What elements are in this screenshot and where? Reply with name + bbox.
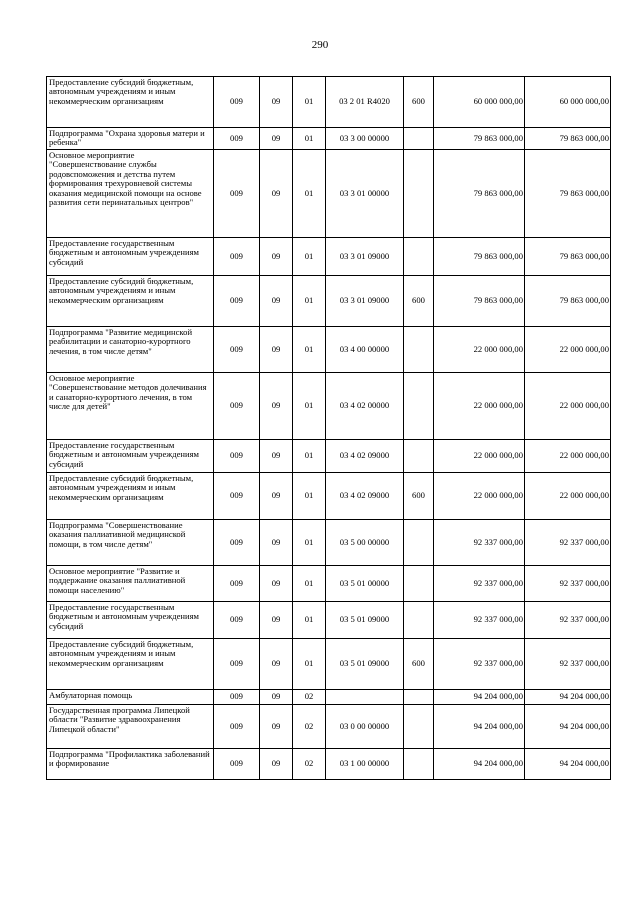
target-code-cell: 03 4 00 00000 (326, 327, 404, 373)
amount-cell: 79 863 000,00 (434, 238, 525, 276)
subsection-code-cell: 01 (293, 566, 326, 602)
section-code-cell: 09 (260, 690, 293, 705)
row-name-cell: Предоставление субсидий бюджетным, автономным учреждениям и иным некоммерческим организациям (47, 639, 214, 690)
amount-cell: 22 000 000,00 (525, 473, 611, 520)
section-code-cell: 09 (260, 373, 293, 440)
target-code-cell: 03 5 01 00000 (326, 566, 404, 602)
table-row (47, 238, 611, 276)
expense-type-cell (404, 705, 434, 749)
target-code-cell: 03 0 00 00000 (326, 705, 404, 749)
section-code-cell: 09 (260, 473, 293, 520)
table-row (47, 520, 611, 566)
amount-cell: 79 863 000,00 (434, 128, 525, 150)
ministry-code-cell: 009 (214, 602, 260, 639)
section-code-cell: 09 (260, 749, 293, 780)
subsection-code-cell: 01 (293, 150, 326, 238)
row-name-cell: Подпрограмма "Охрана здоровья матери и ребенка" (47, 128, 214, 150)
ministry-code-cell: 009 (214, 77, 260, 128)
page-number: 290 (311, 39, 329, 51)
amount-cell: 92 337 000,00 (525, 566, 611, 602)
expense-type-cell (404, 690, 434, 705)
expense-type-cell (404, 373, 434, 440)
expense-type-cell: 600 (404, 276, 434, 327)
amount-cell: 79 863 000,00 (525, 128, 611, 150)
row-name-cell: Государственная программа Липецкой области "Развитие здравоохранения Липецкой области" (47, 705, 214, 749)
table-row (47, 276, 611, 327)
row-name-cell: Амбулаторная помощь (47, 690, 214, 705)
subsection-code-cell: 01 (293, 276, 326, 327)
row-name-cell: Предоставление субсидий бюджетным, автономным учреждениям и иным некоммерческим организациям (47, 473, 214, 520)
row-name-cell: Основное мероприятие "Совершенствование службы родовспоможения и детства путем формирования трехуровневой системы оказания медицинской помощи на основе развития сети перинатальных центров" (47, 150, 214, 238)
table-row (47, 566, 611, 602)
amount-cell: 22 000 000,00 (525, 373, 611, 440)
amount-cell: 22 000 000,00 (434, 373, 525, 440)
amount-cell: 79 863 000,00 (525, 238, 611, 276)
target-code-cell: 03 3 00 00000 (326, 128, 404, 150)
table-row (47, 327, 611, 373)
ministry-code-cell: 009 (214, 690, 260, 705)
subsection-code-cell: 01 (293, 639, 326, 690)
ministry-code-cell: 009 (214, 566, 260, 602)
subsection-code-cell: 01 (293, 473, 326, 520)
table-row (47, 749, 611, 780)
amount-cell: 60 000 000,00 (434, 77, 525, 128)
amount-cell: 94 204 000,00 (434, 690, 525, 705)
amount-cell: 92 337 000,00 (434, 639, 525, 690)
amount-cell: 94 204 000,00 (525, 705, 611, 749)
ministry-code-cell: 009 (214, 639, 260, 690)
amount-cell: 92 337 000,00 (525, 639, 611, 690)
expense-type-cell (404, 749, 434, 780)
subsection-code-cell: 01 (293, 602, 326, 639)
budget-table (46, 76, 611, 780)
target-code-cell: 03 3 01 09000 (326, 238, 404, 276)
table-row (47, 690, 611, 705)
target-code-cell: 03 5 01 09000 (326, 639, 404, 690)
table-row (47, 602, 611, 639)
row-name-cell: Основное мероприятие "Развитие и поддержание оказания паллиативной помощи населению" (47, 566, 214, 602)
subsection-code-cell: 01 (293, 327, 326, 373)
table-row (47, 473, 611, 520)
section-code-cell: 09 (260, 238, 293, 276)
section-code-cell: 09 (260, 150, 293, 238)
row-name-cell: Подпрограмма "Совершенствование оказания паллиативной медицинской помощи, в том числе детям" (47, 520, 214, 566)
expense-type-cell (404, 238, 434, 276)
amount-cell: 94 204 000,00 (434, 705, 525, 749)
amount-cell: 22 000 000,00 (434, 327, 525, 373)
row-name-cell: Подпрограмма "Профилактика заболеваний и формирование (47, 749, 214, 780)
row-name-cell: Подпрограмма "Развитие медицинской реабилитации и санаторно-курортного лечения, в том числе детям" (47, 327, 214, 373)
subsection-code-cell: 01 (293, 128, 326, 150)
table-row (47, 77, 611, 128)
table-body (47, 77, 611, 780)
expense-type-cell (404, 440, 434, 473)
amount-cell: 94 204 000,00 (434, 749, 525, 780)
target-code-cell: 03 5 00 00000 (326, 520, 404, 566)
amount-cell: 79 863 000,00 (434, 276, 525, 327)
target-code-cell (326, 690, 404, 705)
section-code-cell: 09 (260, 276, 293, 327)
subsection-code-cell: 01 (293, 77, 326, 128)
amount-cell: 79 863 000,00 (525, 276, 611, 327)
expense-type-cell (404, 520, 434, 566)
row-name-cell: Предоставление субсидий бюджетным, автономным учреждениям и иным некоммерческим организациям (47, 276, 214, 327)
amount-cell: 92 337 000,00 (434, 520, 525, 566)
expense-type-cell (404, 566, 434, 602)
target-code-cell: 03 4 02 09000 (326, 473, 404, 520)
amount-cell: 92 337 000,00 (525, 602, 611, 639)
table-row (47, 150, 611, 238)
amount-cell: 79 863 000,00 (525, 150, 611, 238)
expense-type-cell: 600 (404, 77, 434, 128)
section-code-cell: 09 (260, 128, 293, 150)
amount-cell: 92 337 000,00 (525, 520, 611, 566)
row-name-cell: Предоставление государственным бюджетным и автономным учреждениям субсидий (47, 440, 214, 473)
subsection-code-cell: 02 (293, 749, 326, 780)
ministry-code-cell: 009 (214, 276, 260, 327)
target-code-cell: 03 2 01 R4020 (326, 77, 404, 128)
target-code-cell: 03 4 02 00000 (326, 373, 404, 440)
ministry-code-cell: 009 (214, 520, 260, 566)
section-code-cell: 09 (260, 566, 293, 602)
row-name-cell: Предоставление субсидий бюджетным, автономным учреждениям и иным некоммерческим организациям (47, 77, 214, 128)
ministry-code-cell: 009 (214, 238, 260, 276)
amount-cell: 22 000 000,00 (525, 440, 611, 473)
row-name-cell: Основное мероприятие "Совершенствование методов долечивания и санаторно-курортного лечения, в том числе для детей" (47, 373, 214, 440)
ministry-code-cell: 009 (214, 440, 260, 473)
amount-cell: 94 204 000,00 (525, 749, 611, 780)
table-row (47, 705, 611, 749)
ministry-code-cell: 009 (214, 749, 260, 780)
row-name-cell: Предоставление государственным бюджетным и автономным учреждениям субсидий (47, 602, 214, 639)
target-code-cell: 03 3 01 09000 (326, 276, 404, 327)
target-code-cell: 03 3 01 00000 (326, 150, 404, 238)
subsection-code-cell: 02 (293, 705, 326, 749)
expense-type-cell (404, 150, 434, 238)
section-code-cell: 09 (260, 327, 293, 373)
expense-type-cell: 600 (404, 473, 434, 520)
amount-cell: 92 337 000,00 (434, 566, 525, 602)
subsection-code-cell: 01 (293, 520, 326, 566)
ministry-code-cell: 009 (214, 327, 260, 373)
section-code-cell: 09 (260, 639, 293, 690)
target-code-cell: 03 4 02 09000 (326, 440, 404, 473)
amount-cell: 22 000 000,00 (525, 327, 611, 373)
amount-cell: 60 000 000,00 (525, 77, 611, 128)
amount-cell: 94 204 000,00 (525, 690, 611, 705)
expense-type-cell (404, 602, 434, 639)
target-code-cell: 03 5 01 09000 (326, 602, 404, 639)
table-row (47, 639, 611, 690)
section-code-cell: 09 (260, 77, 293, 128)
table-row (47, 128, 611, 150)
amount-cell: 79 863 000,00 (434, 150, 525, 238)
section-code-cell: 09 (260, 440, 293, 473)
expense-type-cell (404, 327, 434, 373)
table-row (47, 373, 611, 440)
subsection-code-cell: 01 (293, 373, 326, 440)
section-code-cell: 09 (260, 602, 293, 639)
subsection-code-cell: 02 (293, 690, 326, 705)
table-row (47, 440, 611, 473)
row-name-cell: Предоставление государственным бюджетным и автономным учреждениям субсидий (47, 238, 214, 276)
ministry-code-cell: 009 (214, 150, 260, 238)
ministry-code-cell: 009 (214, 705, 260, 749)
target-code-cell: 03 1 00 00000 (326, 749, 404, 780)
amount-cell: 22 000 000,00 (434, 473, 525, 520)
ministry-code-cell: 009 (214, 473, 260, 520)
section-code-cell: 09 (260, 705, 293, 749)
section-code-cell: 09 (260, 520, 293, 566)
subsection-code-cell: 01 (293, 440, 326, 473)
ministry-code-cell: 009 (214, 373, 260, 440)
expense-type-cell: 600 (404, 639, 434, 690)
expense-type-cell (404, 128, 434, 150)
amount-cell: 92 337 000,00 (434, 602, 525, 639)
ministry-code-cell: 009 (214, 128, 260, 150)
subsection-code-cell: 01 (293, 238, 326, 276)
amount-cell: 22 000 000,00 (434, 440, 525, 473)
